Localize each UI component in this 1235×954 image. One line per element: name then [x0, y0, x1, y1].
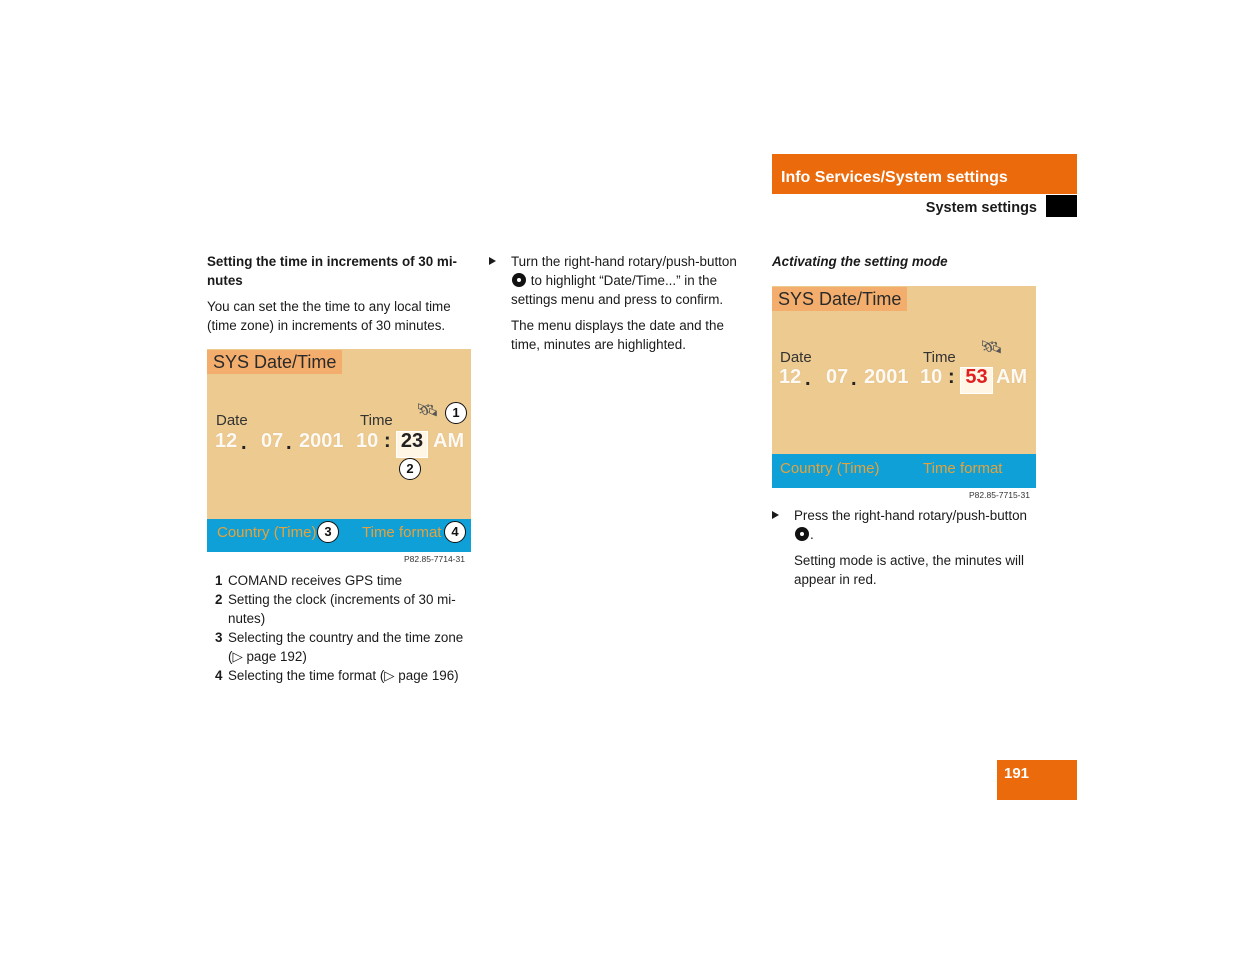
page-number: 191 [997, 760, 1077, 800]
step-instruction: Turn the right-hand rotary/push-button to highlight “Date/Time...” in the settings menu and press to confirm. [489, 252, 754, 309]
date-separator: . [286, 432, 292, 454]
screen-title: SYS Date/Time [207, 350, 342, 374]
step-result: The menu displays the date and the time, minutes are highlighted. [511, 318, 724, 352]
callout-2: 2 [399, 458, 421, 480]
time-colon: : [384, 430, 391, 452]
rotary-button-icon [512, 273, 526, 287]
softkey-country-time: Country (Time) [780, 460, 880, 477]
callout-3: 3 [317, 521, 339, 543]
time-label: Time [360, 412, 393, 429]
figure-code: P82.85-7714-31 [404, 554, 465, 564]
figure-date-time-screen [207, 349, 471, 552]
gps-satellite-icon: 🛰 [416, 400, 439, 420]
time-minute-editing: 53 [960, 367, 993, 394]
legend-item: 3 Selecting the country and the time zone (▷ page 192) [215, 630, 464, 664]
date-label: Date [780, 349, 812, 366]
column-3 [772, 252, 1037, 278]
legend-item: 4 Selecting the time format (▷ page 196) [215, 668, 459, 683]
date-month: 07 [826, 366, 849, 388]
section-title: Info Services/System settings [781, 169, 1008, 186]
softkey-time-format: Time format [923, 460, 1003, 477]
date-label: Date [216, 412, 248, 429]
time-ampm: AM [433, 430, 465, 452]
column-2 [489, 252, 754, 361]
date-day: 12 [215, 430, 238, 452]
date-year: 2001 [864, 366, 909, 388]
date-year: 2001 [299, 430, 344, 452]
subsection-title: System settings [925, 200, 1037, 216]
step-instruction: Press the right-hand rotary/push-button . [772, 506, 1037, 544]
figure-setting-mode-screen [772, 286, 1036, 488]
softkey-time-format: Time format [362, 524, 442, 541]
figure-legend [207, 571, 475, 685]
time-colon: : [948, 366, 955, 388]
date-separator: . [851, 368, 857, 390]
intro-paragraph: You can set the the time to any local time (time zone) in increments of 30 minutes. [207, 299, 451, 333]
date-day: 12 [779, 366, 802, 388]
time-ampm: AM [996, 366, 1028, 388]
column-3-steps [772, 506, 1037, 596]
bullet-arrow-icon [489, 257, 496, 265]
screen-title: SYS Date/Time [772, 287, 907, 311]
time-minute-highlighted: 23 [396, 431, 428, 458]
section-tab-marker [1046, 195, 1077, 217]
legend-item: 1 COMAND receives GPS time [215, 573, 403, 588]
section-header [772, 154, 1077, 194]
subsection-heading: Activating the setting mode [772, 254, 948, 269]
legend-item: 2 Setting the clock (increments of 30 mi-nutes) [215, 592, 456, 626]
rotary-button-icon [795, 527, 809, 541]
date-separator: . [805, 368, 811, 390]
time-hour: 10 [356, 430, 379, 452]
step-result: Setting mode is active, the minutes will appear in red. [794, 553, 1024, 587]
procedure-heading: Setting the time in increments of 30 mi-nutes [207, 254, 458, 288]
gps-satellite-icon: 🛰 [980, 337, 1003, 357]
column-1 [207, 252, 472, 342]
callout-1: 1 [445, 402, 467, 424]
time-label: Time [923, 349, 956, 366]
date-month: 07 [261, 430, 284, 452]
softkey-country-time: Country (Time) [217, 524, 317, 541]
figure-code: P82.85-7715-31 [969, 490, 1030, 500]
time-hour: 10 [920, 366, 943, 388]
callout-4: 4 [444, 521, 466, 543]
date-separator: . [241, 432, 247, 454]
bullet-arrow-icon [772, 511, 779, 519]
